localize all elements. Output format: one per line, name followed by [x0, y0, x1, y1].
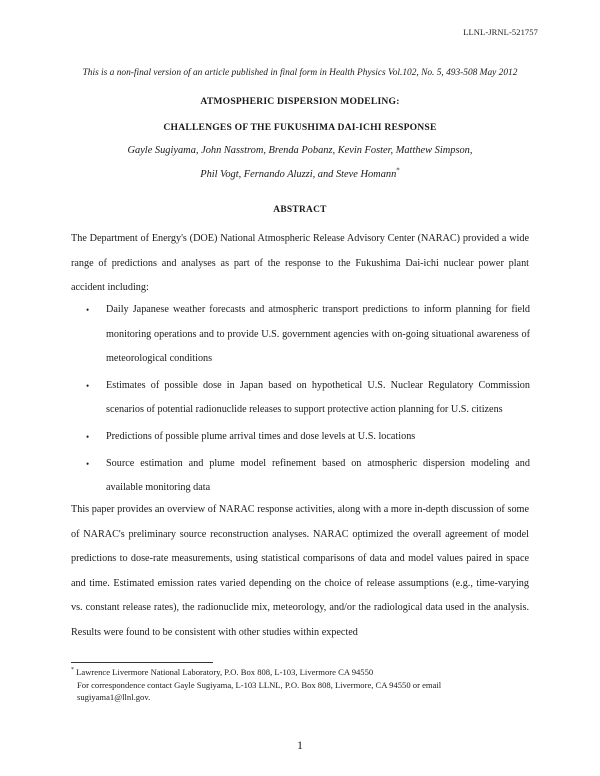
bullet-item: [86, 374, 530, 423]
bullet-text: Source estimation and plume model refinement based on atmospheric dispersion modeling and available monitoring data: [106, 457, 530, 494]
authors-line-1: Gayle Sugiyama, John Nasstrom, Brenda Pobanz, Kevin Foster, Matthew Simpson,: [127, 145, 473, 156]
authors-line-2: [0, 166, 600, 180]
author-footnote-mark: *: [396, 166, 400, 175]
footnote-affiliation: Lawrence Livermore National Laboratory, P.O. Box 808, L-103, Livermore CA 94550: [76, 667, 374, 677]
footnote: [71, 666, 531, 704]
bullet-icon: •: [86, 380, 90, 391]
publication-note: This is a non-final version of an article published in final form in Health Physics Vol.102, No. 5, 493-508 May 2012: [82, 68, 518, 78]
bullet-icon: •: [86, 305, 90, 315]
bullet-icon: •: [86, 458, 90, 469]
abstract-heading: ABSTRACT: [273, 205, 327, 215]
page-number: 1: [297, 738, 303, 752]
footnote-email: sugiyama1@llnl.gov.: [77, 692, 151, 703]
authors-line-2-text: Phil Vogt, Fernando Aluzzi, and Steve Homann: [200, 169, 397, 180]
bullet-item: [86, 452, 530, 501]
bullet-text: Daily Japanese weather forecasts and atmospheric transport predictions to inform planning for field monitoring operations and to provide U.S. government agencies with on-going situational awareness of meteorological conditions: [106, 304, 530, 365]
bullet-text: Estimates of possible dose in Japan based on hypothetical U.S. Nuclear Regulatory Commission scenarios of potential radionuclide releases to support protective action planning for U.S. citizens: [106, 379, 530, 416]
footnote-line-1: [71, 666, 531, 679]
footnote-line-2: For correspondence contact Gayle Sugiyama, L-103 LLNL, P.O. Box 808, Livermore, CA 94550 or email: [77, 679, 442, 690]
report-id: LLNL-JRNL-521757: [463, 27, 538, 37]
footnote-divider: [71, 662, 213, 663]
bullet-text: Predictions of possible plume arrival times and dose levels at U.S. locations: [106, 430, 416, 442]
abstract-overview-paragraph: This paper provides an overview of NARAC response activities, along with a more in-depth discussion of some of NARAC's preliminary source reconstruction analyses. NARAC optimized the overall agreement of model predictions to dose-rate measurements, using statistical comparisons of data and model values paired in space and time. Estimated emission rates varied depending on the choice of release assumptions (e.g., time-varying vs. constant release rates), the radionuclide mix, meteorology, and/or the radiological data used in the analysis. Results were found to be consistent with other studies within expected: [71, 504, 529, 638]
bullet-item: [86, 425, 530, 450]
footnote-mark: *: [71, 667, 74, 674]
abstract-intro-paragraph: The Department of Energy's (DOE) National Atmospheric Release Advisory Center (NARAC) provided a wide range of predictions and analyses as part of the response to the Fukushima Dai-ichi nuclear power plant accident including:: [71, 233, 529, 294]
abstract-bullet-list: [86, 298, 530, 503]
paper-title-line-1: ATMOSPHERIC DISPERSION MODELING:: [200, 96, 400, 107]
bullet-item: [86, 298, 530, 372]
paper-title-line-2: CHALLENGES OF THE FUKUSHIMA DAI-ICHI RESPONSE: [163, 122, 437, 133]
bullet-icon: •: [86, 431, 90, 442]
